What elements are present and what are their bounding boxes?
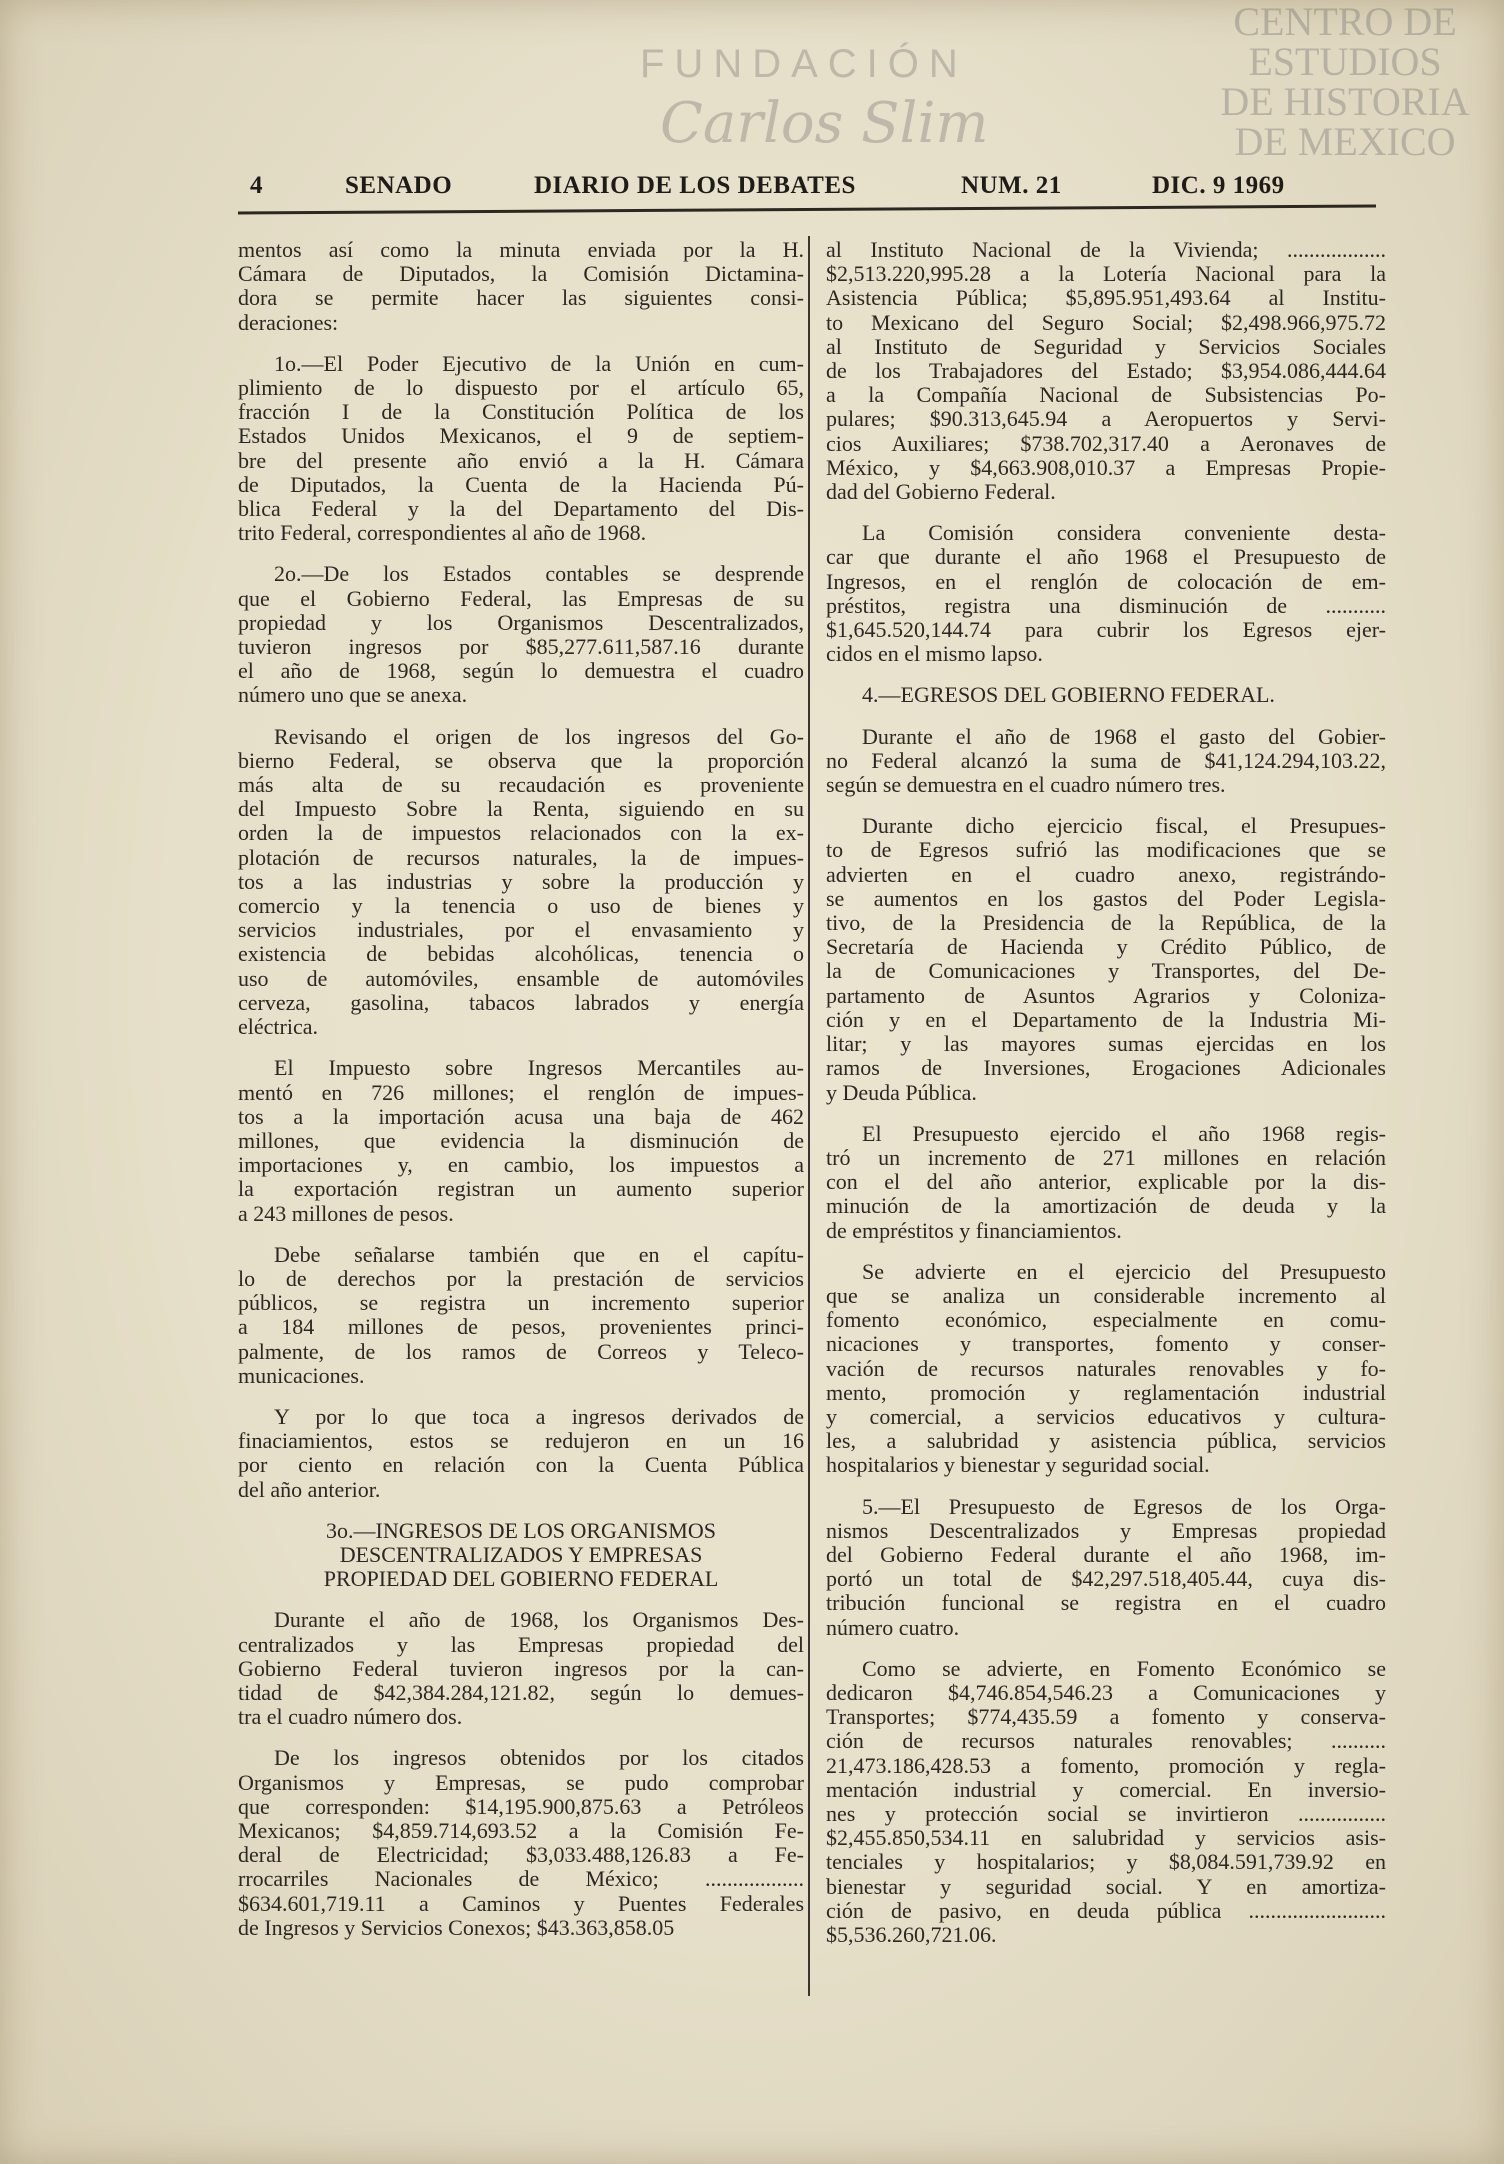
text-line: portó un total de $42,297.518,405.44, cuya dis- <box>826 1566 1386 1592</box>
text-line: deraciones: <box>238 309 339 335</box>
text-line: car que durante el año 1968 el Presupuesto de <box>826 544 1386 570</box>
text-line: 5.—El Presupuesto de Egresos de los Orga- <box>862 1493 1386 1519</box>
text-line: uso de automóviles, ensamble de automóviles <box>238 965 804 991</box>
issue-number: NUM. 21 <box>961 172 1062 199</box>
text-line: mento, promoción y reglamentación industrial <box>826 1379 1386 1405</box>
text-line: a 184 millones de pesos, provenientes princi- <box>238 1314 804 1340</box>
text-line: Durante el año de 1968 el gasto del Gobier- <box>862 723 1386 749</box>
text-line: Cámara de Diputados, la Comisión Dictamina- <box>238 261 804 287</box>
left-column <box>238 238 804 1957</box>
text-line: municaciones. <box>238 1362 365 1388</box>
text-line: El Impuesto sobre Ingresos Mercantiles au- <box>274 1055 804 1081</box>
text-line: tribución funcional se registra en el cuadro <box>826 1590 1386 1616</box>
text-line: advierten en el cuadro anexo, registrándo- <box>826 861 1386 887</box>
page-number: 4 <box>250 172 263 199</box>
text-line: ción de pasivo, en deuda pública ......................... <box>826 1897 1386 1923</box>
paragraph <box>826 238 1386 504</box>
text-line: que corresponden: $14,195.900,875.63 a Petróleos <box>238 1793 804 1819</box>
text-line: pulares; $90.313,645.94 a Aeropuertos y Servi- <box>826 406 1386 432</box>
text-line: de empréstitos y financiamientos. <box>826 1217 1122 1243</box>
text-line: palmente, de los ramos de Correos y Teleco- <box>238 1338 804 1364</box>
watermark-line: CENTRO DE <box>1233 0 1457 44</box>
text-line: tivo, de la Presidencia de la República, de la <box>826 910 1386 936</box>
text-line: finaciamientos, estos se redujeron en un 16 <box>238 1428 804 1454</box>
watermark-foundation: FUNDACIÓN <box>640 42 968 86</box>
text-line: partamento de Asuntos Agrarios y Coloniza- <box>826 982 1386 1008</box>
text-line: Se advierte en el ejercicio del Presupuesto <box>862 1258 1386 1284</box>
paragraph <box>238 1243 804 1388</box>
text-line: tuvieron ingresos por $85,277.611,587.16 durante <box>238 634 804 660</box>
text-line: la exportación registran un aumento superior <box>238 1176 804 1202</box>
text-line: ramos de Inversiones, Erogaciones Adicionales <box>826 1055 1386 1081</box>
paragraph <box>826 521 1386 666</box>
text-line: $1,645.520,144.74 para cubrir los Egresos ejer- <box>826 617 1386 643</box>
text-line: dad del Gobierno Federal. <box>826 479 1056 505</box>
text-line: Ingresos, en el renglón de colocación de em- <box>826 568 1386 594</box>
text-line: trito Federal, correspondientes al año de 1968. <box>238 520 647 546</box>
text-line: mentación industrial y comercial. En inversio- <box>826 1776 1386 1802</box>
text-line: mentó en 726 millones; el renglón de impues- <box>238 1079 804 1105</box>
text-line: rrocarriles Nacionales de México; .................. <box>238 1866 804 1892</box>
text-line: to de Egresos sufrió las modificaciones que se <box>826 837 1386 863</box>
text-line: la de Comunicaciones y Transportes, del De- <box>826 958 1386 984</box>
text-line: nes y protección social se invirtieron ................ <box>826 1800 1386 1826</box>
text-line: servicios industriales, por el envasamiento y <box>238 917 804 943</box>
text-line: Gobierno Federal tuvieron ingresos por la can- <box>238 1655 804 1681</box>
text-line: existencia de bebidas alcohólicas, tenencia o <box>238 941 804 967</box>
text-line: les, a salubridad y asistencia pública, servicios <box>826 1428 1386 1454</box>
paragraph <box>238 1056 804 1225</box>
text-line: Durante el año de 1968, los Organismos Des- <box>274 1607 804 1633</box>
text-line: bierno Federal, se observa que la proporción <box>238 747 804 773</box>
watermark-institution <box>1195 2 1495 162</box>
text-line: millones, que evidencia la disminución de <box>238 1127 804 1153</box>
text-line: según se demuestra en el cuadro número tres. <box>826 772 1226 798</box>
text-line: de los Trabajadores del Estado; $3,954.086,444.64 <box>826 358 1386 384</box>
text-line: de Ingresos y Servicios Conexos; $43.363,858.05 <box>238 1914 675 1940</box>
text-line: que se analiza un considerable incremento al <box>826 1282 1386 1308</box>
text-line: fracción I de la Constitución Política de los <box>238 399 804 425</box>
paragraph <box>238 352 804 546</box>
text-line: plimiento de lo dispuesto por el artículo 65, <box>238 375 804 401</box>
watermark-line: DE HISTORIA <box>1220 79 1470 124</box>
paragraph <box>826 725 1386 798</box>
text-line: 1o.—El Poder Ejecutivo de la Unión en cum- <box>274 350 804 376</box>
text-line: to Mexicano del Seguro Social; $2,498.966,975.72 <box>826 309 1386 335</box>
text-line: plotación de recursos naturales, la de impues- <box>238 844 804 870</box>
text-line: 3o.—INGRESOS DE LOS ORGANISMOS <box>326 1517 716 1543</box>
text-line: públicos, se registra un incremento superior <box>238 1290 804 1316</box>
text-line: tos a las industrias y sobre la producción y <box>238 868 804 894</box>
text-line: nismos Descentralizados y Empresas propiedad <box>826 1517 1386 1543</box>
text-line: al Instituto Nacional de la Vivienda; .................. <box>826 237 1386 262</box>
text-line: tidad de $42,384.284,121.82, según lo demues- <box>238 1679 804 1705</box>
column-divider <box>808 236 810 1996</box>
text-line: lo de derechos por la prestación de servicios <box>238 1265 804 1291</box>
text-line: número uno que se anexa. <box>238 682 468 708</box>
text-line: Secretaría de Hacienda y Crédito Público, de <box>826 934 1386 960</box>
watermark-signature: Carlos Slim <box>660 91 989 156</box>
text-line: Organismos y Empresas, se pudo comprobar <box>238 1769 804 1795</box>
text-line: 4.—EGRESOS DEL GOBIERNO FEDERAL. <box>862 682 1275 708</box>
text-line: préstitos, registra una disminución de ........... <box>826 592 1386 618</box>
paragraph <box>238 725 804 1040</box>
paragraph <box>238 238 804 335</box>
text-line: tenciales y hospitalarios; y $8,084.591,739.92 en <box>826 1849 1386 1875</box>
text-line: PROPIEDAD DEL GOBIERNO FEDERAL <box>323 1566 719 1592</box>
text-line: mentos así como la minuta enviada por la H. <box>238 237 804 262</box>
text-line: blica Federal y la del Departamento del Dis- <box>238 496 804 522</box>
paragraph <box>826 1122 1386 1243</box>
paragraph <box>238 562 804 707</box>
text-line: ción y en el Departamento de la Industria Mi- <box>826 1006 1386 1032</box>
issue-date: DIC. 9 1969 <box>1152 172 1285 199</box>
right-column <box>826 238 1386 1964</box>
text-line: orden la de impuestos relacionados con la ex- <box>238 820 804 846</box>
text-line: vación de recursos naturales renovables y fo- <box>826 1355 1386 1381</box>
text-line: Como se advierte, en Fomento Económico se <box>862 1655 1386 1681</box>
text-line: Asistencia Pública; $5,895.951,493.64 al Institu- <box>826 285 1386 311</box>
text-line: tra el cuadro número dos. <box>238 1704 463 1730</box>
text-line: litar; y las mayores sumas ejercidas en los <box>826 1031 1386 1057</box>
text-line: Mexicanos; $4,859.714,693.52 a la Comisión Fe- <box>238 1817 804 1843</box>
text-line: Estados Unidos Mexicanos, el 9 de septiem- <box>238 423 804 449</box>
text-line: tos a la importación acusa una baja de 462 <box>238 1103 804 1129</box>
text-line: Y por lo que toca a ingresos derivados de <box>274 1403 804 1429</box>
text-line: y Deuda Pública. <box>826 1079 977 1105</box>
text-line: deral de Electricidad; $3,033.488,126.83 a Fe- <box>238 1842 804 1868</box>
section-heading <box>826 683 1386 707</box>
text-line: ción de recursos naturales renovables; .......... <box>826 1728 1386 1754</box>
text-line: La Comisión considera conveniente desta- <box>862 520 1386 546</box>
text-line: 2o.—De los Estados contables se desprende <box>274 561 804 587</box>
paragraph <box>826 1495 1386 1640</box>
text-line: cerveza, gasolina, tabacos labrados y energía <box>238 989 804 1015</box>
text-line: del Gobierno Federal durante el año 1968, im- <box>826 1541 1386 1567</box>
text-line: el año de 1968, según lo demuestra el cuadro <box>238 658 804 684</box>
text-line: Debe señalarse también que en el capítu- <box>274 1241 804 1267</box>
text-line: se aumentos en los gastos del Poder Legisla- <box>826 885 1386 911</box>
text-line: Revisando el origen de los ingresos del Go- <box>274 723 804 749</box>
paragraph <box>238 1405 804 1502</box>
text-line: comercio y la tenencia o uso de bienes y <box>238 893 804 919</box>
header-rule <box>238 205 1376 215</box>
text-line: bre del presente año envió a la H. Cámara <box>238 447 804 473</box>
text-line: El Presupuesto ejercido el año 1968 regis- <box>862 1120 1386 1146</box>
paragraph <box>238 1746 804 1940</box>
section-heading <box>238 1519 804 1592</box>
text-line: minución de la amortización de deuda y la <box>826 1193 1386 1219</box>
text-line: dedicaron $4,746.854,546.23 a Comunicaciones y <box>826 1679 1386 1705</box>
text-line: importaciones y, en cambio, los impuestos a <box>238 1152 804 1178</box>
text-line: al Instituto de Seguridad y Servicios Sociales <box>826 333 1386 359</box>
text-line: cios Auxiliares; $738.702,317.40 a Aeronaves de <box>826 430 1386 456</box>
text-line: fomento económico, especialmente en comu- <box>826 1307 1386 1333</box>
text-line: Durante dicho ejercicio fiscal, el Presupues- <box>862 813 1386 839</box>
text-line: que el Gobierno Federal, las Empresas de su <box>238 585 804 611</box>
text-line: 21,473.186,428.53 a fomento, promoción y regla- <box>826 1752 1386 1778</box>
text-line: de Diputados, la Cuenta de la Hacienda Pú- <box>238 471 804 497</box>
paragraph <box>826 1260 1386 1478</box>
text-line: hospitalarios y bienestar y seguridad social. <box>826 1452 1210 1478</box>
text-line: no Federal alcanzó la suma de $41,124.294,103.22, <box>826 747 1386 773</box>
watermark-line: DE MEXICO <box>1234 119 1456 164</box>
text-line: número cuatro. <box>826 1614 960 1640</box>
text-line: más alta de su recaudación es proveniente <box>238 772 804 798</box>
text-line: $5,536.260,721.06. <box>826 1922 997 1947</box>
text-line: cidos en el mismo lapso. <box>826 641 1043 667</box>
text-line: DESCENTRALIZADOS Y EMPRESAS <box>339 1541 703 1567</box>
text-line: centralizados y las Empresas propiedad del <box>238 1631 804 1657</box>
text-line: eléctrica. <box>238 1014 318 1040</box>
text-line: $2,455.850,534.11 en salubridad y servicios asis- <box>826 1825 1386 1851</box>
text-line: nicaciones y transportes, fomento y conser- <box>826 1331 1386 1357</box>
paragraph <box>238 1608 804 1729</box>
publication-title: DIARIO DE LOS DEBATES <box>534 172 856 199</box>
text-line: por ciento en relación con la Cuenta Pública <box>238 1452 804 1478</box>
text-line: Transportes; $774,435.59 a fomento y conserva- <box>826 1704 1386 1730</box>
text-line: y comercial, a servicios educativos y cultura- <box>826 1403 1386 1429</box>
text-line: con el del año anterior, explicable por la dis- <box>826 1169 1386 1195</box>
text-line: dora se permite hacer las siguientes consi- <box>238 285 804 311</box>
paragraph <box>826 1657 1386 1947</box>
text-line: México, y $4,663.908,010.37 a Empresas Propie- <box>826 454 1386 480</box>
text-line: propiedad y los Organismos Descentralizados, <box>238 609 804 635</box>
text-line: De los ingresos obtenidos por los citados <box>274 1745 804 1771</box>
chamber-name: SENADO <box>345 172 453 199</box>
text-line: a la Compañía Nacional de Subsistencias Po- <box>826 382 1386 408</box>
paragraph <box>826 814 1386 1104</box>
text-line: $634.601,719.11 a Caminos y Puentes Federales <box>238 1890 804 1916</box>
text-line: a 243 millones de pesos. <box>238 1200 454 1226</box>
text-line: del Impuesto Sobre la Renta, siguiendo en su <box>238 796 804 822</box>
text-line: $2,513.220,995.28 a la Lotería Nacional para la <box>826 261 1386 287</box>
watermark-line: ESTUDIOS <box>1248 39 1442 84</box>
text-line: bienestar y seguridad social. Y en amortiza- <box>826 1873 1386 1899</box>
text-line: del año anterior. <box>238 1476 381 1502</box>
text-line: tró un incremento de 271 millones en relación <box>826 1144 1386 1170</box>
